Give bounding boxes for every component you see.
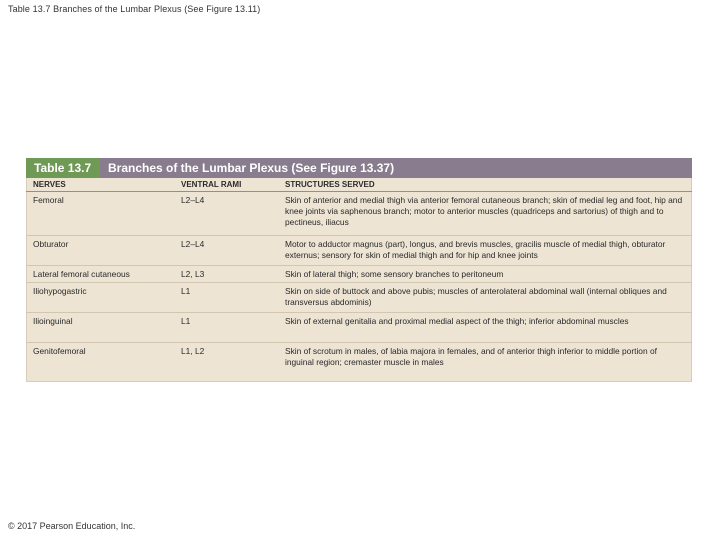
table-row (26, 236, 692, 266)
copyright-notice: © 2017 Pearson Education, Inc. (8, 521, 136, 531)
rami-cell: L1 (181, 316, 191, 326)
lumbar-plexus-table (26, 158, 692, 382)
structures-cell: Skin of lateral thigh; some sensory branches to peritoneum (285, 269, 504, 279)
column-header-ventral-rami: VENTRAL RAMI (181, 180, 242, 189)
table-number: Table 13.7 (26, 158, 100, 178)
column-header-nerves: NERVES (33, 180, 66, 189)
table-header-bar (26, 158, 692, 178)
table-row (26, 313, 692, 343)
table-caption: Branches of the Lumbar Plexus (See Figure 13.37) (108, 161, 395, 175)
structures-cell: Motor to adductor magnus (part), longus, and brevis muscles, gracilis muscle of medial thigh, obturator externus; sensory for skin of medial thigh and for hip and knee joints (285, 239, 666, 260)
table-row (26, 283, 692, 313)
table-row (26, 192, 692, 236)
structures-cell: Skin of scrotum in males, of labia majora in females, and of anterior thigh inferior to middle portion of inguinal region; cremaster muscle in males (285, 346, 657, 367)
structures-cell: Skin of external genitalia and proximal medial aspect of the thigh; inferior abdominal muscles (285, 316, 629, 326)
rami-cell: L2, L3 (181, 269, 205, 279)
structures-cell: Skin of anterior and medial thigh via anterior femoral cutaneous branch; skin of medial leg and foot, hip and knee joints via saphenous branch; motor to anterior muscles (quadriceps and sartorius) of thigh and to pectineus, iliacus (285, 195, 683, 227)
rami-cell: L2–L4 (181, 239, 205, 249)
structures-cell: Skin on side of buttock and above pubis; muscles of anterolateral abdominal wall (internal obliques and transversus abdominis) (285, 286, 667, 307)
table-body (26, 192, 692, 380)
nerve-cell: Iliohypogastric (33, 286, 87, 296)
slide-title: Table 13.7 Branches of the Lumbar Plexus (See Figure 13.11) (8, 4, 261, 14)
rami-cell: L2–L4 (181, 195, 205, 205)
rami-cell: L1 (181, 286, 191, 296)
nerve-cell: Obturator (33, 239, 69, 249)
table-row (26, 343, 692, 380)
rami-cell: L1, L2 (181, 346, 205, 356)
nerve-cell: Lateral femoral cutaneous (33, 269, 130, 279)
nerve-cell: Femoral (33, 195, 64, 205)
column-header-structures-served: STRUCTURES SERVED (285, 180, 375, 189)
table-row (26, 266, 692, 283)
column-headers (26, 178, 692, 192)
nerve-cell: Genitofemoral (33, 346, 86, 356)
nerve-cell: Ilioinguinal (33, 316, 73, 326)
